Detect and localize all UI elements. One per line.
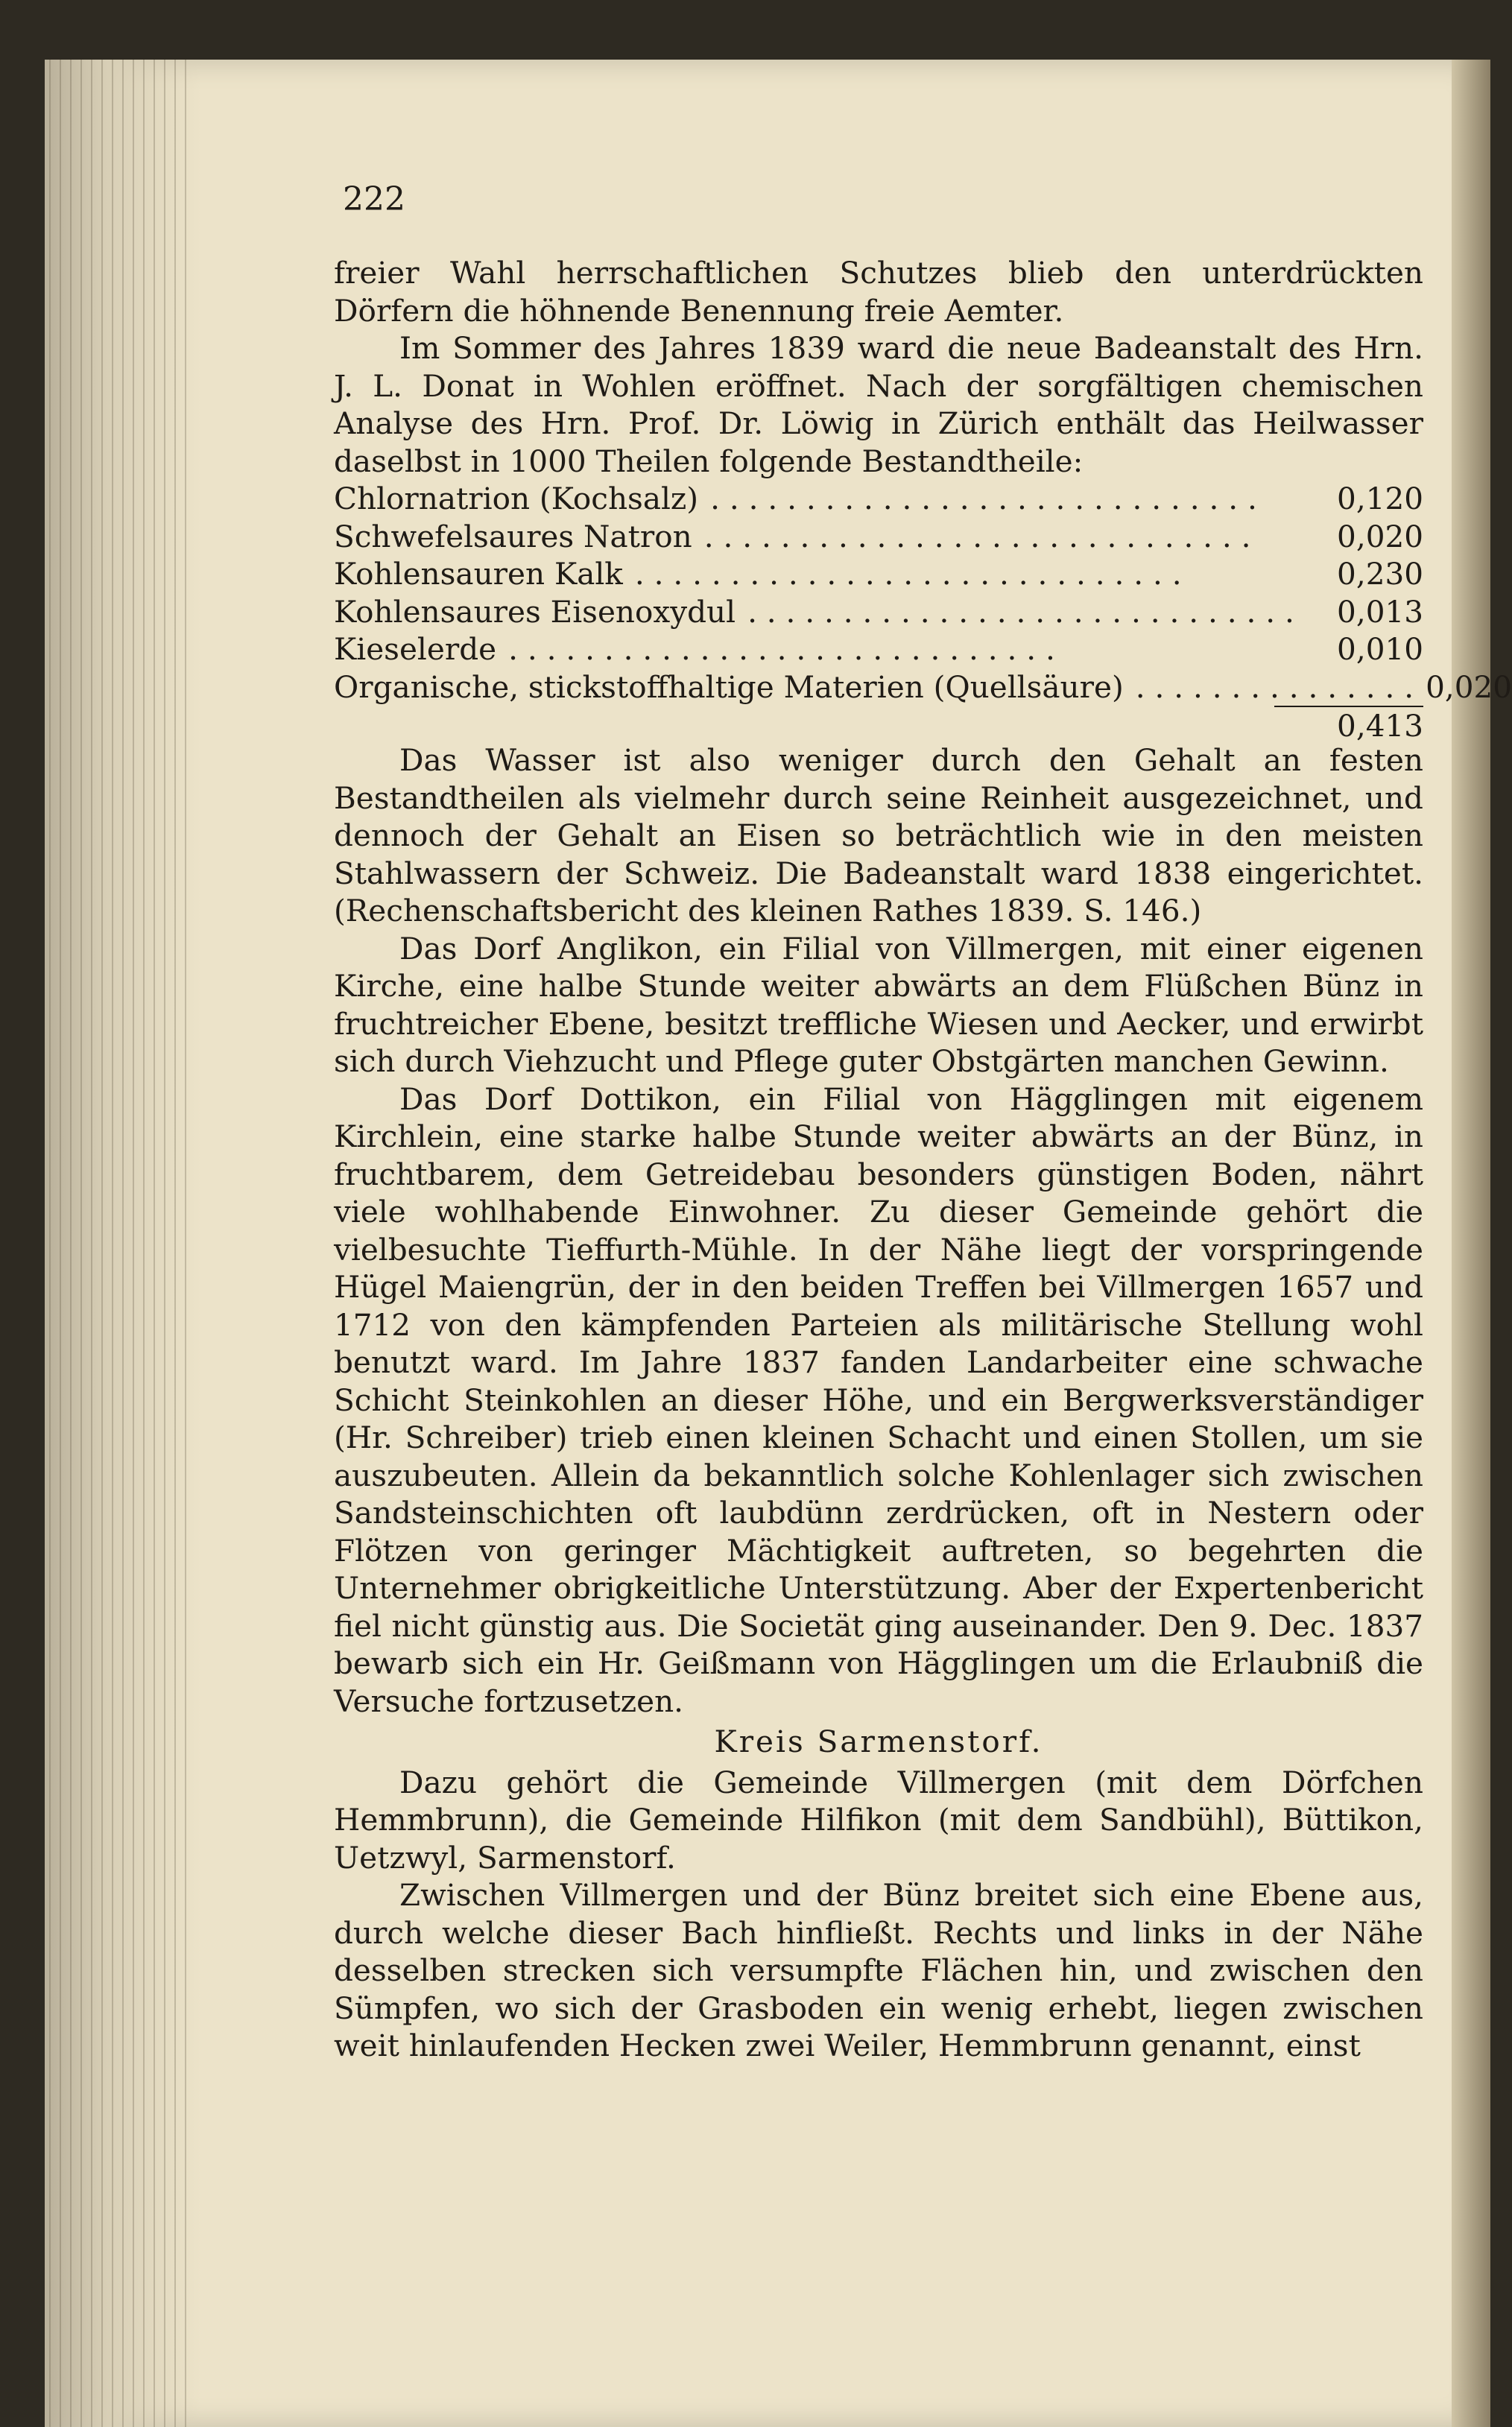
table-row [334, 630, 1423, 668]
table-row-value: 0,020 [1337, 518, 1423, 554]
table-row [334, 593, 1423, 631]
table-row-name: Organische, stickstoffhaltige Materien (Quellsäure) [334, 668, 1124, 705]
table-row [334, 555, 1423, 593]
table-row-leader: . . . . . . . . . . . . . . . . . . . . . . . . . . . . . [703, 518, 1251, 554]
table-sum: 0,413 [1337, 708, 1423, 744]
table-row-value: 0,010 [1337, 631, 1423, 667]
table-row [334, 668, 1512, 706]
paragraph-wasser: Das Wasser ist also weniger durch den Gehalt an festen Bestandtheilen als vielmehr durch seine Reinheit ausgezeichnet, und dennoch der Gehalt an Eisen so beträchtlich wie in den meisten Stahlwassern der Schweiz. Die Badeanstalt ward 1838 eingerichtet. (Rechenschaftsbericht des kleinen Rathes 1839. S. 146.) [334, 742, 1423, 928]
table-row-name: Schwefelsaures Natron [334, 518, 692, 554]
paragraph-dottikon: Das Dorf Dottikon, ein Filial von Hägglingen mit eigenem Kirchlein, eine starke halbe Stunde weiter abwärts an der Bünz, in fruchtbarem, dem Getreidebau besonders günstigen Boden, nährt viele wohlhabende Einwohner. Zu dieser Gemeinde gehört die vielbesuchte Tieffurth-Mühle. In der Nähe liegt der vorspringende Hügel Maiengrün, der in den beiden Treffen bei Villmergen 1657 und 1712 von den kämpfenden Parteien als militärische Stellung wohl benutzt ward. Im Jahre 1837 fanden Landarbeiter eine schwache Schicht Steinkohlen an dieser Höhe, und ein Bergwerksverständiger (Hr. Schreiber) trieb einen kleinen Schacht und einen Stollen, um sie auszubeuten. Allein da bekanntlich solche Kohlenlager sich zwischen Sandsteinschichten oft laubdünn zerdrücken, oft in Nestern oder Flötzen von geringer Mächtigkeit auftreten, so begehrten die Unternehmer obrigkeitliche Unterstützung. Aber der Expertenbericht fiel nicht günstig aus. Die Societät ging auseinander. Den 9. Dec. 1837 bewarb sich ein Hr. Geißmann von Hägglingen um die Erlaubniß die Versuche fortzusetzen. [334, 1080, 1423, 1719]
section-heading: Kreis Sarmenstorf. [714, 1724, 1043, 1759]
table-row [334, 480, 1423, 518]
table-sum-row [334, 707, 1423, 744]
right-page-edge [1452, 60, 1490, 2427]
table-row-leader: . . . . . . . . . . . . . . . . . . . . . . . . . . . . . [634, 556, 1182, 592]
paragraph-anglikon: Das Dorf Anglikon, ein Filial von Villmergen, mit einer eigenen Kirche, eine halbe Stunde weiter abwärts an dem Flüßchen Bünz in fruchtreicher Ebene, besitzt treffliche Wiesen und Aecker, und erwirbt sich durch Viehzucht und Pflege guter Obstgärten manchen Gewinn. [334, 930, 1423, 1079]
intro-paragraph-2: Im Sommer des Jahres 1839 ward die neue Badeanstalt des Hrn. J. L. Donat in Wohlen eröffnet. Nach der sorgfältigen chemischen Analyse des Hrn. Prof. Dr. Löwig in Zürich enthält das Heilwasser daselbst in 1000 Theilen folgende Bestandtheile: [334, 330, 1423, 479]
table-row-name: Kohlensauren Kalk [334, 556, 623, 592]
table-row-value: 0,230 [1337, 556, 1423, 592]
table-row-name: Kieselerde [334, 631, 497, 667]
mineral-table [334, 480, 1512, 744]
table-row-name: Chlornatrion (Kochsalz) [334, 481, 699, 516]
table-row-name: Kohlensaures Eisenoxydul [334, 593, 736, 630]
table-row-leader: . . . . . . . . . . . . . . . [1135, 668, 1414, 705]
table-row-leader: . . . . . . . . . . . . . . . . . . . . . . . . . . . . . [710, 481, 1257, 516]
page-number: 222 [343, 180, 405, 218]
table-row-leader: . . . . . . . . . . . . . . . . . . . . . . . . . . . . . [508, 631, 1055, 667]
page-edges [49, 60, 191, 2427]
table-row-value: 0,013 [1337, 593, 1423, 630]
page-text [334, 183, 1512, 2065]
table-row-value: 0,120 [1337, 481, 1423, 516]
table-row [334, 518, 1423, 556]
table-row-value: 0,020 [1426, 668, 1512, 705]
table-row-leader: . . . . . . . . . . . . . . . . . . . . . . . . . . . . . [747, 593, 1294, 630]
paragraph-villmergen: Zwischen Villmergen und der Bünz breitet sich eine Ebene aus, durch welche dieser Bach hinfließt. Rechts und links in der Nähe desselben strecken sich versumpfte Flächen hin, und zwischen den Sümpfen, wo sich der Grasboden ein wenig erhebt, liegen zwischen weit hinlaufenden Hecken zwei Weiler, Hemmbrunn genannt, einst [334, 1877, 1423, 2063]
intro-paragraph-1: freier Wahl herrschaftlichen Schutzes blieb den unterdrückten Dörfern die höhnende Benennung freie Aemter. [334, 255, 1423, 329]
paragraph-kreis: Dazu gehört die Gemeinde Villmergen (mit dem Dörfchen Hemmbrunn), die Gemeinde Hilfikon (mit dem Sandbühl), Büttikon, Uetzwyl, Sarmenstorf. [334, 1764, 1423, 1876]
